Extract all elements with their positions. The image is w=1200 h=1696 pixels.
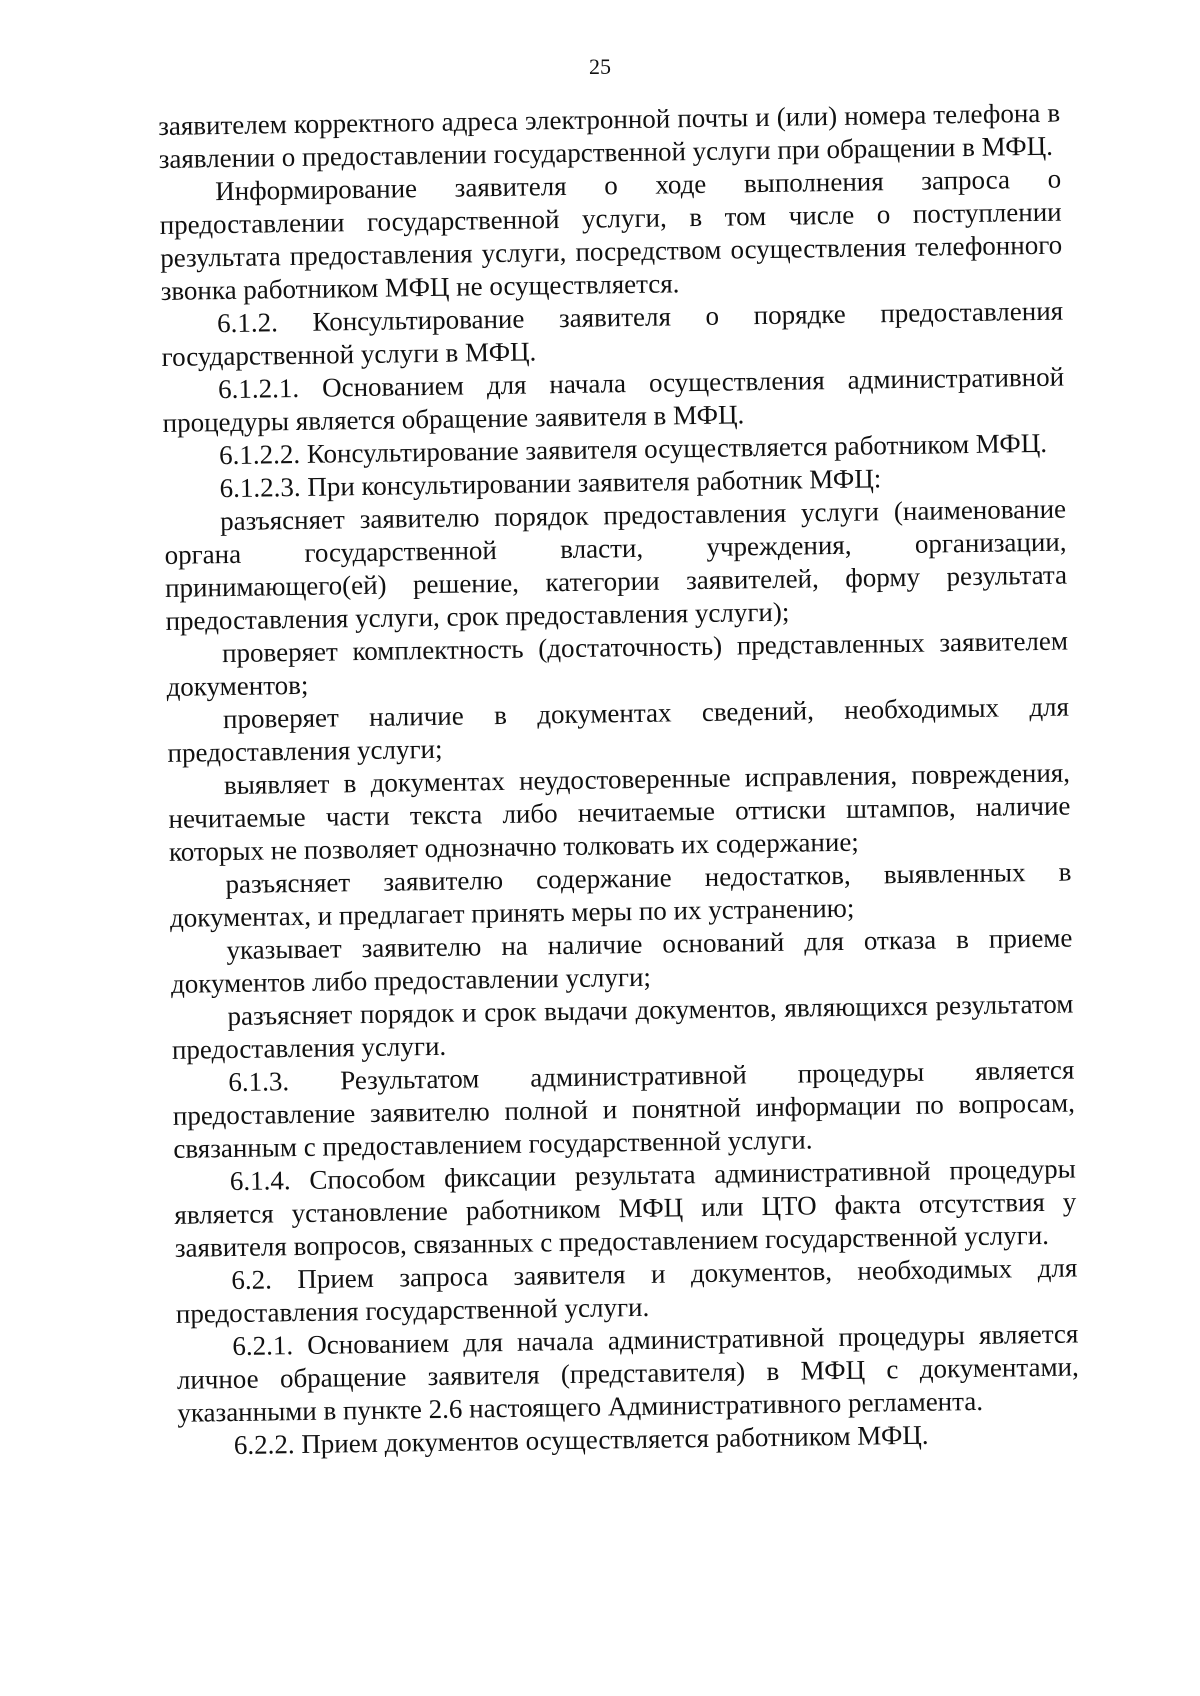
paragraph: 6.2.1. Основанием для начала административной процедуры является личное обращение заявителя (представителя) в МФЦ с документами, указанными в пункте 2.6 настоящего Административного регламента. (176, 1318, 1079, 1428)
paragraph: выявляет в документах неудостоверенные исправления, повреждения, нечитаемые части текста либо нечитаемые оттиски штампов, наличие которых не позволяет однозначно толковать их содержание; (168, 757, 1071, 867)
paragraph: 6.1.2. Консультирование заявителя о порядке предоставления государственной услуги в МФЦ. (161, 295, 1064, 372)
paragraph: разъясняет заявителю порядок предоставления услуги (наименование органа государственной власти, учреждения, организации, принимающего(ей) решение, категории заявителей, форму результата предоставления услуги, срок предоставления услуги); (164, 493, 1068, 636)
document-body (158, 97, 1080, 1463)
paragraph: 6.1.2.3. При консультировании заявителя работник МФЦ: (219, 463, 882, 504)
paragraph: 6.2. Прием запроса заявителя и документов, необходимых для предоставления государственной услуги. (175, 1252, 1078, 1329)
paragraph: 6.1.4. Способом фиксации результата административной процедуры является установление работником МФЦ или ЦТО факта отсутствия у заявителя вопросов, связанных с предоставлением государственной услуги. (174, 1153, 1077, 1263)
paragraph: разъясняет порядок и срок выдачи документов, являющихся результатом предоставления услуги. (171, 988, 1074, 1065)
paragraph: проверяет комплектность (достаточность) представленных заявителем документов; (166, 625, 1069, 702)
paragraph: 6.2.2. Прием документов осуществляется работником МФЦ. (233, 1419, 929, 1461)
paragraph: 6.1.2.2. Консультирование заявителя осуществляется работником МФЦ. (218, 427, 1048, 471)
page-number: 25 (589, 54, 611, 79)
paragraph: разъясняет заявителю содержание недостатков, выявленных в документах, и предлагает принять меры по их устранению; (169, 856, 1072, 933)
paragraph: указывает заявителю на наличие оснований для отказа в приеме документов либо предоставлении услуги; (170, 922, 1073, 999)
paragraph: 6.1.2.1. Основанием для начала осуществления административной процедуры является обращение заявителя в МФЦ. (162, 361, 1065, 438)
paragraph: заявителем корректного адреса электронной почты и (или) номера телефона в заявлении о предоставлении государственной услуги при обращении в МФЦ. (158, 97, 1061, 174)
paragraph: проверяет наличие в документах сведений, необходимых для предоставления услуги; (167, 691, 1070, 768)
paragraph: Информирование заявителя о ходе выполнения запроса о предоставлении государственной услуги, в том числе о поступлении результата предоставления услуги, посредством осуществления телефонного звонка работником МФЦ не осуществляется. (159, 163, 1063, 306)
paragraph: 6.1.3. Результатом административной процедуры является предоставление заявителю полной и понятной информации по вопросам, связанным с предоставлением государственной услуги. (172, 1054, 1076, 1164)
